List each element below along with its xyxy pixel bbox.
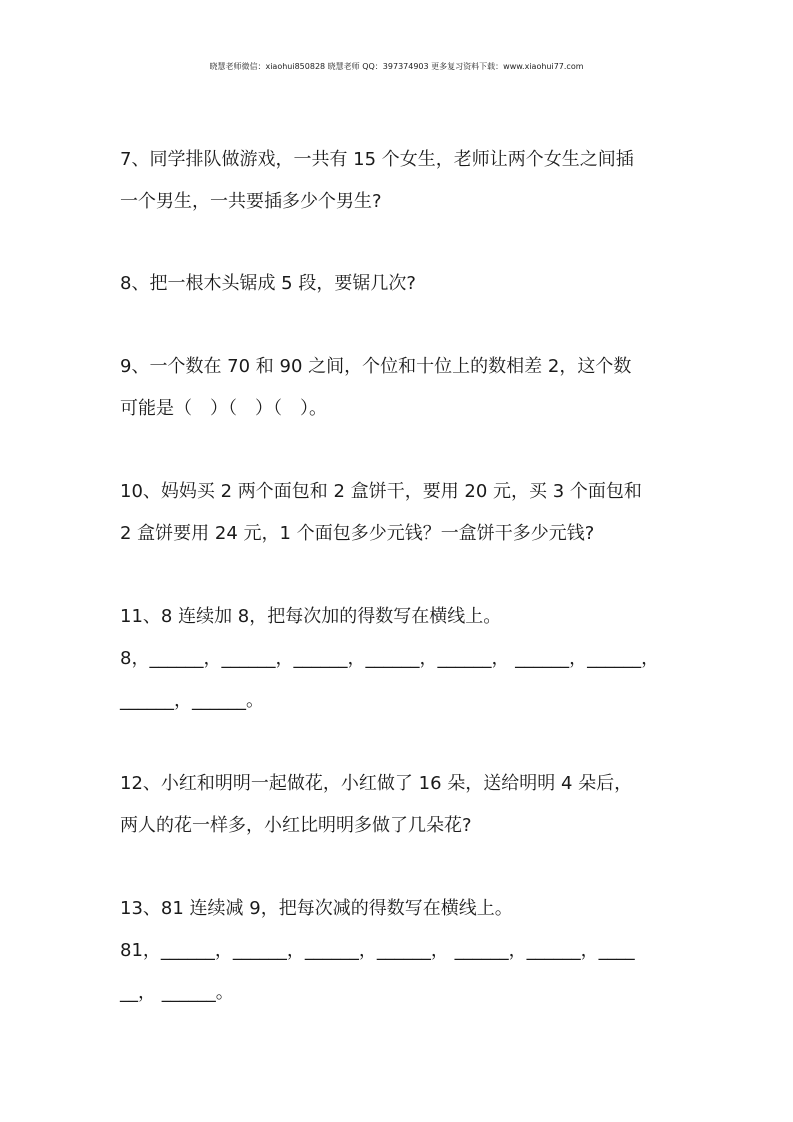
q10-line-1: 10、妈妈买 2 两个面包和 2 盒饼干，要用 20 元，买 3 个面包和 — [120, 481, 642, 502]
q13-answer-line-2: __， ______。 — [120, 982, 234, 1003]
q9-line-2: 可能是（ ）（ ）（ ）。 — [120, 398, 327, 419]
q12-line-2: 两人的花一样多，小红比明明多做了几朵花? — [120, 815, 472, 836]
q11-answer-line-1: 8，______，______，______，______，______， ______，______， — [120, 648, 660, 669]
page-header: 晓慧老师微信：xiaohui850828 晓慧老师 QQ：397374903 更多复习资料下载：www.xiaohui77.com — [209, 62, 584, 71]
q10-line-2: 2 盒饼要用 24 元，1 个面包多少元钱？一盒饼干多少元钱? — [120, 523, 595, 544]
q9-line-1: 9、一个数在 70 和 90 之间，个位和十位上的数相差 2，这个数 — [120, 356, 632, 377]
q7-line-2: 一个男生，一共要插多少个男生? — [120, 191, 382, 212]
q8-line: 8、把一根木头锯成 5 段，要锯几次? — [120, 273, 416, 294]
q11-answer-line-2: ______，______。 — [120, 690, 264, 711]
q7-line-1: 7、同学排队做游戏，一共有 15 个女生，老师让两个女生之间插 — [120, 149, 634, 170]
q13-line-1: 13、81 连续减 9，把每次减的得数写在横线上。 — [120, 898, 513, 919]
q13-answer-line-1: 81，______，______，______，______， ______，______，____ — [120, 940, 635, 961]
q12-line-1: 12、小红和明明一起做花，小红做了 16 朵，送给明明 4 朵后， — [120, 773, 633, 794]
q11-line-1: 11、8 连续加 8，把每次加的得数写在横线上。 — [120, 606, 502, 627]
